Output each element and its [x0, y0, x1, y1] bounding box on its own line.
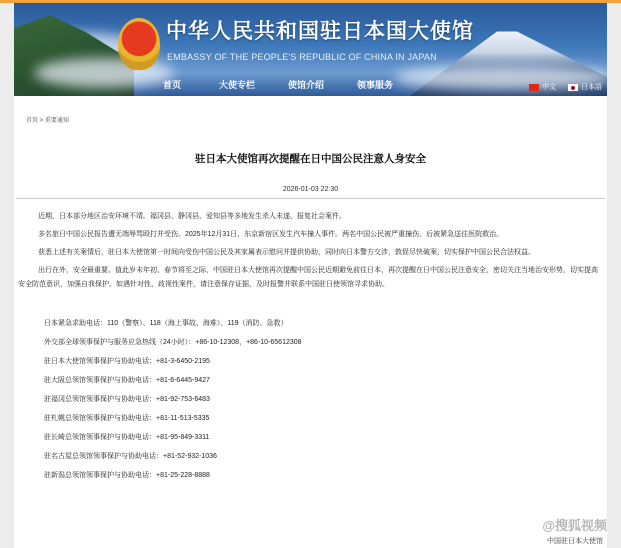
contact-line: 驻新潟总领馆领事保护与协助电话：+81-25-228-8888	[44, 472, 210, 479]
lang-chinese-label: 中文	[542, 84, 556, 91]
site-subtitle: EMBASSY OF THE PEOPLE'S REPUBLIC OF CHINA IN JAPAN	[167, 52, 437, 62]
contact-line: 驻札幌总领馆领事保护与协助电话：+81-11-513-5335	[44, 415, 210, 422]
nav-embassy-intro[interactable]: 使馆介绍	[288, 80, 325, 90]
contact-line: 驻福冈总领馆领事保护与协助电话：+81-92-753-6483	[44, 396, 210, 403]
contact-line: 驻大阪总领馆领事保护与协助电话：+81-6-6445-9427	[44, 377, 210, 384]
watermark: @搜狐视频	[542, 518, 607, 533]
contact-line: 日本紧急求助电话：110（警察）、118（海上事故、海难）、119（消防、急救）	[44, 320, 288, 327]
divider	[16, 198, 605, 199]
contact-line: 外交部全球领事保护与服务应急热线（24小时）：+86-10-12308，+86-10-65612308	[44, 339, 302, 346]
article-title: 驻日本大使馆再次提醒在日中国公民注意人身安全	[195, 153, 426, 165]
lang-japanese[interactable]	[568, 83, 602, 92]
page	[14, 3, 607, 548]
lang-chinese[interactable]	[529, 83, 556, 92]
header-banner	[14, 3, 607, 96]
contact-line: 驻长崎总领馆领事保护与协助电话：+81-95-849-3311	[44, 434, 210, 441]
national-emblem-logo	[118, 18, 160, 70]
site-title: 中华人民共和国驻日本国大使馆	[166, 20, 474, 43]
nav-consular[interactable]: 领事服务	[357, 80, 394, 90]
contact-line: 驻日本大使馆领事保护与协助电话：+81-3-6450-2195	[44, 358, 210, 365]
article-date: 2026-01-03 22:30	[282, 186, 339, 193]
breadcrumb[interactable]: 首页 > 重要通知	[26, 118, 69, 124]
japan-flag-icon	[568, 84, 578, 91]
nav-ambassador[interactable]: 大使专栏	[219, 80, 256, 90]
signature: 中国驻日本大使馆	[547, 538, 603, 545]
nav-home[interactable]: 首页	[163, 80, 182, 90]
paragraph: 获悉上述有关案情后，驻日本大使馆第一时间向受伤中国公民及其家属表示慰问并提供协助，同时向日本警方交涉，敦促尽快破案，切实保护中国公民合法权益。	[38, 249, 535, 256]
paragraph: 近期，日本部分地区治安环境不靖。福冈县、静冈县、爱知县等多地发生杀人未遂、报复社会案件。	[38, 213, 346, 220]
paragraph: 出行在外，安全最重要。值此岁末年初、春节将至之际，中国驻日本大使馆再次提醒中国公民近期避免前往日本，再次提醒在日中国公民注意安全，密切关注当地治安形势，切实提高安全防范意识，加强自我保护。如遇针对性、歧视性案件，请注意保存证据，及时报警并联系中国驻日使领馆寻求协助。	[18, 267, 598, 288]
lang-japanese-label: 日本語	[581, 84, 602, 91]
china-flag-icon	[529, 84, 539, 91]
contact-list	[18, 314, 601, 485]
paragraph: 多名旅日中国公民报告遭无端辱骂殴打并受伤。2025年12月31日，东京新宿区发生汽车撞人事件。两名中国公民被严重撞伤，后被紧急送往医院救治。	[38, 231, 504, 238]
main-nav	[14, 80, 607, 94]
article-body	[18, 210, 601, 485]
contact-line: 驻名古屋总领馆领事保护与协助电话：+81-52-932-1036	[44, 453, 217, 460]
